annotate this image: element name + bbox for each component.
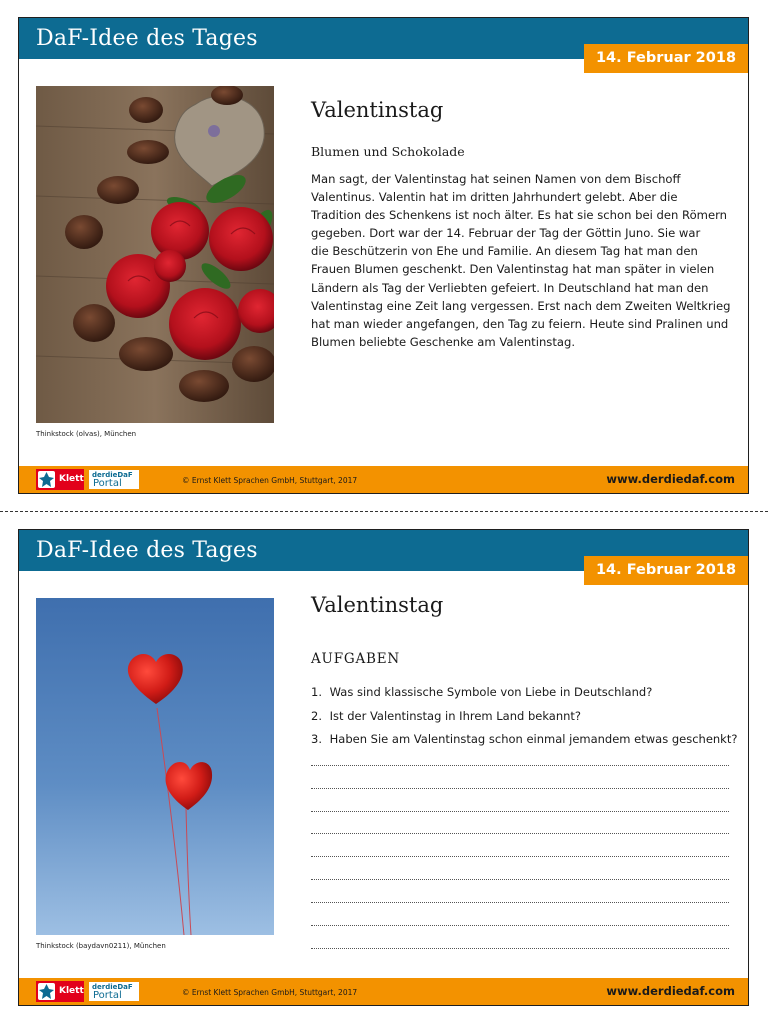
- task-number: 3.: [311, 732, 322, 746]
- copyright: © Ernst Klett Sprachen GmbH, Stuttgart, 2017: [182, 476, 358, 485]
- card-footer: [19, 978, 748, 1005]
- task-list: [311, 683, 738, 754]
- date-badge: 14. Februar 2018: [584, 44, 748, 73]
- article-text: [311, 170, 736, 351]
- klett-logo[interactable]: [36, 469, 84, 490]
- roses-chocolates-photo: [36, 86, 274, 423]
- date-badge: 14. Februar 2018: [584, 556, 748, 585]
- klett-emblem-icon: [38, 983, 55, 1000]
- photo-credit: Thinkstock (baydavn0211), München: [36, 942, 166, 950]
- answer-line[interactable]: [311, 811, 729, 812]
- klett-label: Klett: [59, 986, 84, 996]
- answer-line[interactable]: [311, 902, 729, 903]
- page-title: Valentinstag: [311, 593, 444, 617]
- tasks-heading: AUFGABEN: [311, 651, 401, 667]
- card-footer: [19, 466, 748, 493]
- derdiedaf-portal-logo[interactable]: [88, 981, 140, 1002]
- page-title: Valentinstag: [311, 98, 444, 122]
- text-line: die Beschützerin von Ehe und Familie. An diesem Tag hat man den: [311, 244, 698, 259]
- text-line: hat man wieder angefangen, den Tag zu feiern. Heute sind Pralinen und: [311, 316, 729, 331]
- klett-label: Klett: [59, 474, 84, 484]
- task-text: Was sind klassische Symbole von Liebe in Deutschland?: [329, 685, 653, 699]
- derdiedaf-portal-logo[interactable]: [88, 469, 140, 490]
- copyright: © Ernst Klett Sprachen GmbH, Stuttgart, 2017: [182, 988, 358, 997]
- list-item: [311, 707, 731, 731]
- cut-line-divider: [0, 511, 768, 512]
- task-text: Ist der Valentinstag in Ihrem Land bekannt?: [329, 708, 582, 723]
- portal-label: Portal: [93, 478, 122, 489]
- text-line: Ländern als Tag der Verliebten gefeiert. In Deutschland hat man den: [311, 280, 709, 295]
- klett-logo[interactable]: [36, 981, 84, 1002]
- text-line: Tradition des Schenkens ist noch älter. Es hat sie schon bei den Römern: [311, 208, 728, 223]
- text-line: Valentinstag eine Zeit lang vergessen. Erst nach dem Zweiten Weltkrieg: [311, 298, 731, 313]
- task-text: Haben Sie am Valentinstag schon einmal jemandem etwas geschenkt?: [329, 732, 738, 746]
- card-valentinstag-tasks: [18, 529, 749, 1006]
- text-line: gegeben. Dort war der 14. Februar der Tag der Göttin Juno. Sie war: [311, 226, 701, 241]
- list-item: [311, 730, 738, 754]
- heart-balloons-photo: [36, 598, 274, 935]
- portal-label: Portal: [93, 990, 122, 1001]
- text-line: Blumen beliebte Geschenke am Valentinstag.: [311, 334, 576, 349]
- text-line: Valentinus. Valentin hat im dritten Jahrhundert gelebt. Aber die: [311, 190, 678, 205]
- answer-line[interactable]: [311, 833, 729, 834]
- task-number: 1.: [311, 685, 322, 699]
- answer-line[interactable]: [311, 856, 729, 857]
- website-link[interactable]: www.derdiedaf.com: [606, 472, 735, 486]
- header-title: DaF-Idee des Tages: [36, 538, 258, 563]
- portal-brand: derdieDaF: [92, 471, 133, 479]
- list-item: [311, 683, 731, 707]
- text-line: Man sagt, der Valentinstag hat seinen Namen von dem Bischoff: [311, 172, 681, 186]
- portal-brand: derdieDaF: [92, 983, 133, 991]
- answer-line[interactable]: [311, 788, 729, 789]
- card-valentinstag-text: [18, 17, 749, 494]
- klett-emblem-icon: [38, 471, 55, 488]
- answer-line[interactable]: [311, 948, 729, 949]
- photo-credit: Thinkstock (olvas), München: [36, 430, 137, 438]
- answer-line[interactable]: [311, 879, 729, 880]
- answer-line[interactable]: [311, 765, 729, 766]
- website-link[interactable]: www.derdiedaf.com: [606, 984, 735, 998]
- answer-line[interactable]: [311, 925, 729, 926]
- task-number: 2.: [311, 708, 322, 723]
- header-title: DaF-Idee des Tages: [36, 26, 258, 51]
- text-line: Frauen Blumen geschenkt. Den Valentinstag hat man später in vielen: [311, 262, 715, 277]
- subtitle: Blumen und Schokolade: [311, 144, 465, 159]
